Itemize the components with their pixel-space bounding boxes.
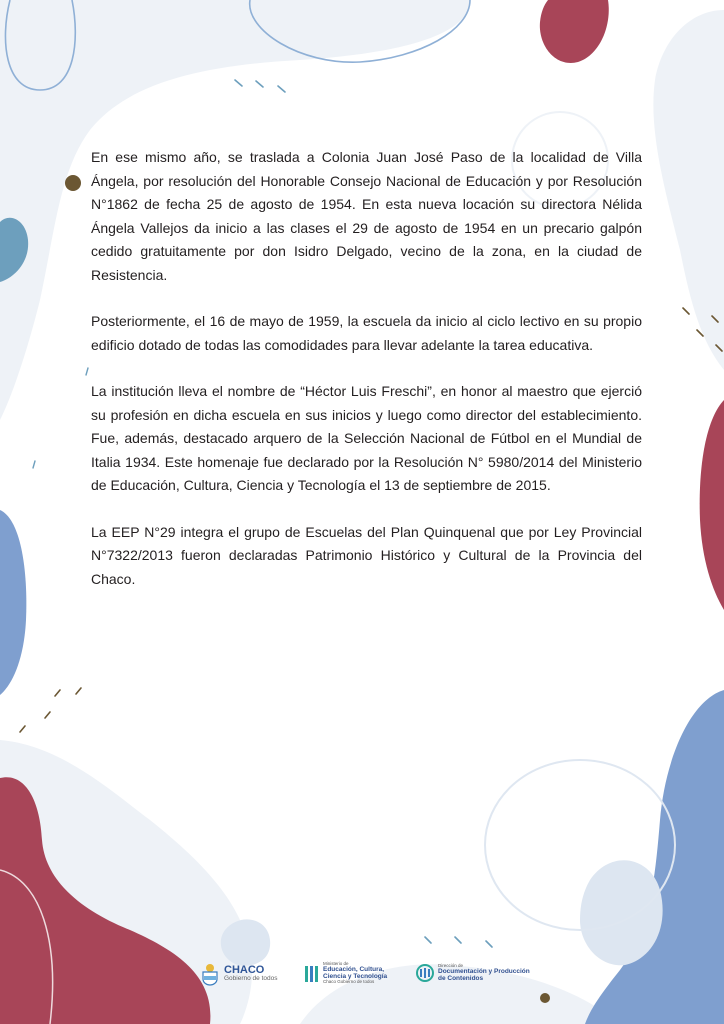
ticks-left <box>33 368 88 468</box>
brown-dot-left <box>65 175 81 191</box>
footer-logos <box>200 958 540 998</box>
chaco-tagline: Gobierno de todos <box>224 975 278 983</box>
blue-blob-bottom-right <box>585 690 724 1024</box>
ministerio-prefix: Ministerio de <box>323 961 349 966</box>
ministerio-logo <box>305 962 387 985</box>
paragraph-3: La institución lleva el nombre de “Héctor Luis Freschi”, en honor al maestro que ejerció su profesión en dicha escuela en sus inicios y luego como director del establecimiento. Fue, además, destacado arquero de la Selección Nacional de Fútbol en el Mundial de Italia 1934. Este homenaje fue declarado por la Resolución N° 5980/2014 del Ministerio de Educación, Cultura, Ciencia y Tecnología el 13 de septiembre de 2015. <box>91 383 642 493</box>
dashes-top <box>235 80 285 92</box>
direccion-line2: de Contenidos <box>438 974 484 982</box>
paragraph-4: La EEP N°29 integra el grupo de Escuelas del Plan Quinquenal que por Ley Provincial N°7322/2013 fueron declaradas Patrimonio Histórico y Cultural de la Provincia del Chaco. <box>91 523 642 587</box>
outline-circle-bottom-right <box>485 760 675 930</box>
chaco-name: CHACO <box>224 963 265 976</box>
ministerio-line1: Educación, Cultura, <box>323 965 385 973</box>
direccion-logo <box>416 964 530 982</box>
paragraph-2: Posteriormente, el 16 de mayo de 1959, la escuela da inicio al ciclo lectivo en su propio edificio dotado de todas las comodidades para llevar adelante la tarea educativa. <box>91 313 642 353</box>
ministerio-line2: Ciencia y Tecnología <box>323 972 388 980</box>
document-body <box>91 146 642 614</box>
chaco-emblem-icon <box>200 962 220 986</box>
paragraph-1: En ese mismo año, se traslada a Colonia Juan José Paso de la localidad de Villa Ángela, por resolución del Honorable Consejo Nacional de Educación y por Resolución N°1862 de fecha 25 de agosto de 1954. En esta nueva locación su directora Nélida Ángela Vallejos da inicio a las clases el 29 de agosto de 1954 en un precario galpón cedido gratuitamente por don Isidro Delgado, vecino de la zona, en la ciudad de Resistencia. <box>91 149 642 283</box>
dashes-bottom <box>425 937 492 947</box>
dashes-bottom-left <box>20 688 81 732</box>
chaco-logo <box>200 962 277 986</box>
ministerio-sub: Chaco Gobierno de todos <box>323 979 375 985</box>
direccion-emblem-icon <box>416 964 434 982</box>
ministerio-bars-icon <box>305 964 319 984</box>
burgundy-blob-top-right <box>540 0 609 63</box>
blue-blob-left <box>0 510 26 695</box>
burgundy-blob-right <box>700 400 724 610</box>
pale-blob-right <box>653 10 724 370</box>
brown-dot-bottom <box>540 993 550 1003</box>
direccion-prefix: Dirección de <box>438 963 464 968</box>
direccion-line1: Documentación y Producción <box>438 967 530 975</box>
